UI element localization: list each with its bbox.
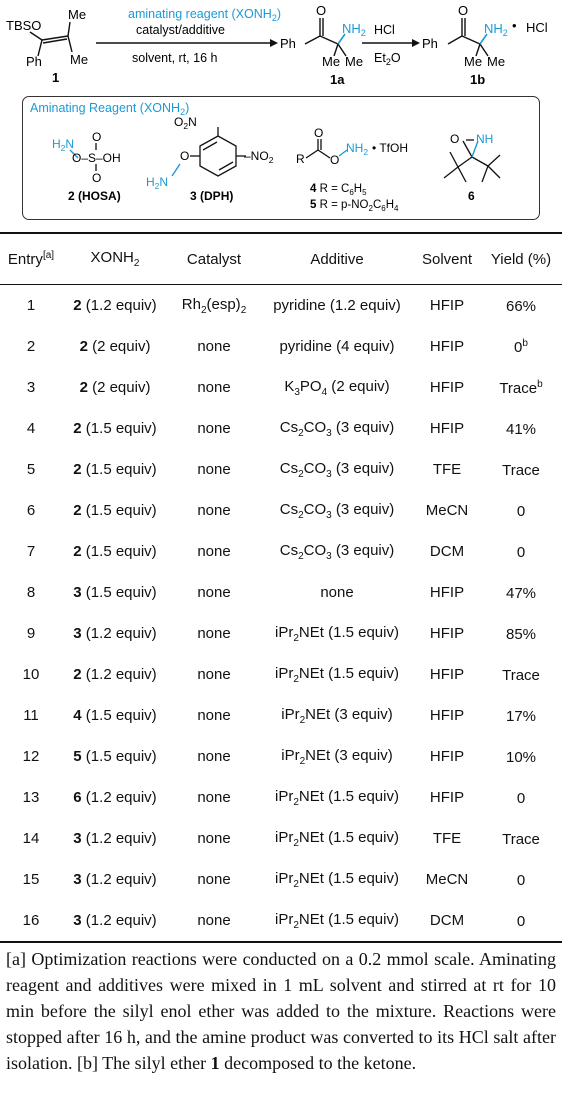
- yield-value: 0: [514, 338, 523, 356]
- reagent-number: 2: [73, 502, 82, 519]
- yield-value: 0: [516, 912, 526, 930]
- cell-additive: iPr$_2$NEt (1.5 equiv): [275, 828, 399, 849]
- cell-solvent: DCM: [429, 543, 465, 560]
- cell-xonh2: [62, 449, 168, 490]
- header-xonh2: $XONH_2$: [62, 233, 168, 285]
- table-row: [0, 736, 562, 777]
- cell-xonh2: [62, 613, 168, 654]
- reactant-number: 1: [52, 70, 60, 85]
- cell-additive: $Cs_2CO_3$ (3 equiv): [279, 541, 395, 562]
- cell-yield: [480, 449, 562, 490]
- dph-label: 3 (DPH): [190, 189, 234, 203]
- reagent-number: 6: [73, 789, 82, 806]
- yield-value: 0: [516, 543, 526, 561]
- cell-solvent: MeCN: [425, 871, 469, 888]
- step1-reagent-label: aminating reagent $(XONH_2)$: [128, 7, 282, 23]
- product-1a-nh2: $NH_2$: [342, 21, 366, 38]
- yield-value: Trace: [502, 461, 540, 479]
- reagent-amount: (2 equiv): [87, 379, 151, 396]
- table-row: [0, 490, 562, 531]
- cell-entry: 5: [26, 461, 36, 478]
- dph-no2: $-NO_2$: [244, 149, 274, 165]
- cell-xonh2: [62, 818, 168, 859]
- hosa-h2n: $H_2N$: [52, 137, 75, 153]
- cell-additive: pyridine (4 equiv): [279, 338, 395, 355]
- cell-entry: 6: [26, 502, 36, 519]
- cell-additive: iPr$_2$NEt (1.5 equiv): [275, 869, 399, 890]
- yield-value: 85%: [505, 625, 537, 643]
- cell-entry: 15: [22, 871, 40, 888]
- cell-additive: pyridine (1.2 equiv): [273, 297, 401, 314]
- cell-catalyst: none: [197, 666, 231, 683]
- cell-solvent: HFIP: [429, 748, 465, 765]
- yield-footnote-mark: b: [522, 337, 528, 349]
- cell-yield: [480, 900, 562, 942]
- reagent-number: 2: [73, 543, 82, 560]
- product-1a-number: 1a: [330, 72, 345, 87]
- table-header-row: [0, 233, 562, 285]
- cell-yield: [480, 777, 562, 818]
- cell-catalyst: none: [197, 461, 231, 478]
- step1-conditions-label: solvent, rt, 16 h: [132, 51, 218, 65]
- dph-o2n: $O_2N$: [174, 115, 197, 131]
- cell-xonh2: [62, 859, 168, 900]
- cell-catalyst: none: [197, 584, 231, 601]
- cell-yield: [480, 736, 562, 777]
- product-1a-ph: Ph: [280, 36, 296, 51]
- table-row: [0, 285, 562, 327]
- oxaz-o: O: [450, 132, 460, 146]
- hosa-o-top: O: [92, 130, 102, 144]
- cell-additive: iPr$_2$NEt (1.5 equiv): [275, 787, 399, 808]
- reagent-number: 2: [73, 420, 82, 437]
- cell-entry: 12: [22, 748, 40, 765]
- product-1b-o: O: [458, 3, 469, 18]
- header-entry: Entry[a]: [0, 233, 62, 285]
- reagent-amount: (1.2 equiv): [81, 789, 157, 806]
- cell-catalyst: none: [197, 502, 231, 519]
- yield-value: Trace: [499, 379, 538, 397]
- cell-catalyst: none: [197, 748, 231, 765]
- cell-catalyst: $Rh_2(esp)_2$: [181, 295, 247, 316]
- reagent-number: 2: [73, 461, 82, 478]
- cell-additive: $K_3PO_4$ (2 equiv): [284, 377, 390, 398]
- table-row: [0, 859, 562, 900]
- yield-value: 66%: [505, 297, 537, 315]
- cell-xonh2: [62, 490, 168, 531]
- yield-value: 17%: [505, 707, 537, 725]
- table-row: [0, 900, 562, 942]
- table-row: [0, 408, 562, 449]
- yield-value: 47%: [505, 584, 537, 602]
- cell-xonh2: [62, 695, 168, 736]
- aminating-reagent-box: [22, 96, 540, 220]
- reagent-amount: (1.5 equiv): [81, 502, 157, 519]
- yield-value: 10%: [505, 748, 537, 766]
- reactant-me-top: Me: [68, 7, 87, 22]
- cell-additive: $Cs_2CO_3$ (3 equiv): [279, 500, 395, 521]
- table-row: [0, 367, 562, 408]
- cell-additive: iPr$_2$NEt (1.5 equiv): [260, 900, 414, 942]
- yield-value: 0: [516, 502, 526, 520]
- product-1b-me1: Me: [464, 54, 483, 69]
- product-1a-me2: Me: [345, 54, 364, 69]
- cell-xonh2: [62, 654, 168, 695]
- header-yield: Yield (%): [480, 233, 562, 285]
- cell-additive: $Cs_2CO_3$ (3 equiv): [279, 418, 395, 439]
- yield-value: 0: [516, 871, 526, 889]
- cell-entry: 4: [26, 420, 36, 437]
- hosa-core: O–S–OH: [72, 151, 121, 165]
- cell-catalyst: none: [197, 789, 231, 806]
- reagent-amount: (1.2 equiv): [81, 830, 157, 847]
- reagent-amount: (1.2 equiv): [81, 871, 157, 888]
- reagent-number: 3: [73, 625, 82, 642]
- table-row: [0, 613, 562, 654]
- product-1a-o: O: [316, 3, 327, 18]
- product-1b-ph: Ph: [422, 36, 438, 51]
- ester-r: R: [296, 152, 305, 166]
- table-row: [0, 818, 562, 859]
- cell-yield: [480, 859, 562, 900]
- cell-additive: $Cs_2CO_3$ (3 equiv): [279, 459, 395, 480]
- cell-additive: none: [320, 584, 354, 601]
- cell-catalyst: none: [197, 543, 231, 560]
- cell-xonh2: [62, 572, 168, 613]
- reagent-amount: (1.5 equiv): [81, 543, 157, 560]
- reagent-number: 2: [73, 666, 82, 683]
- reagent-number: 3: [73, 830, 82, 847]
- cell-entry: 10: [22, 666, 40, 683]
- yield-footnote-mark: b: [537, 378, 543, 390]
- table-row: [0, 326, 562, 367]
- table-row: [0, 449, 562, 490]
- reagent-amount: (2 equiv): [87, 338, 151, 355]
- cell-xonh2: [62, 531, 168, 572]
- oxaz-label: 6: [468, 189, 475, 203]
- cell-solvent: MeCN: [425, 502, 469, 519]
- table-row: [0, 777, 562, 818]
- product-1b-me2: Me: [487, 54, 506, 69]
- ester-salt: • TfOH: [372, 141, 408, 155]
- cell-entry: 7: [26, 543, 36, 560]
- reagent-amount: (1.5 equiv): [81, 461, 157, 478]
- hosa-o-bottom: O: [92, 171, 102, 185]
- oxaz-nh: NH: [476, 132, 494, 146]
- cell-entry: 16: [0, 900, 62, 942]
- reactant-ph: Ph: [26, 54, 42, 69]
- product-1b-number: 1b: [470, 72, 486, 87]
- cell-entry: 13: [22, 789, 40, 806]
- reagent-number: 3: [73, 912, 82, 929]
- cell-yield: [480, 490, 562, 531]
- cell-solvent: HFIP: [429, 707, 465, 724]
- reagent-amount: (1.5 equiv): [81, 420, 157, 437]
- table-footnote: [a] Optimization reactions were conducted on a 0.2 mmol scale. Aminating reagent and additives were mixed in 1 mL solvent and stirred at rt for 10 min before the silyl enol ether was added to the mixture. Reactions were stopped after 16 h, and the amine product was converted to its HCl salt after isolation. [b] The silyl ether 1 decomposed to the ketone.: [6, 949, 556, 1073]
- cell-xonh2: [62, 408, 168, 449]
- reagent-amount: (1.5 equiv): [81, 707, 157, 724]
- ester-line5: 5 $R = p-NO_2C_6H_4$: [310, 199, 399, 213]
- ester-o2: O: [330, 153, 340, 167]
- reagent-number: 2: [79, 379, 88, 396]
- cell-additive: iPr$_2$NEt (3 equiv): [281, 705, 393, 726]
- product-1b-dot: •: [512, 18, 517, 33]
- product-1b-hcl: HCl: [526, 20, 548, 35]
- yield-value: 0: [516, 789, 526, 807]
- cell-yield: [480, 367, 562, 408]
- table-row: [0, 654, 562, 695]
- cell-entry: 11: [23, 707, 39, 724]
- cell-catalyst: none: [197, 707, 231, 724]
- step2-hcl-label: HCl: [374, 23, 395, 37]
- cell-entry: 9: [26, 625, 36, 642]
- reagent-amount: (1.2 equiv): [81, 625, 157, 642]
- table-row: [0, 572, 562, 613]
- cell-yield: [480, 572, 562, 613]
- cell-entry: 1: [26, 297, 36, 314]
- cell-entry: 8: [26, 584, 36, 601]
- cell-xonh2: [62, 326, 168, 367]
- cell-solvent: HFIP: [429, 666, 465, 683]
- reagent-number: 2: [73, 297, 82, 314]
- reagent-box-title: Aminating Reagent $(XONH_2)$: [30, 101, 190, 117]
- ester-nh2: $NH_2$: [346, 141, 369, 157]
- cell-yield: [480, 654, 562, 695]
- cell-xonh2: [62, 367, 168, 408]
- reagent-amount: (1.2 equiv): [81, 297, 157, 314]
- cell-solvent: HFIP: [429, 625, 465, 642]
- cell-yield: [480, 285, 562, 327]
- reactant-me-bottom: Me: [70, 52, 89, 67]
- cell-yield: [480, 613, 562, 654]
- cell-xonh2: [62, 285, 168, 327]
- header-catalyst: Catalyst: [168, 233, 260, 285]
- ester-o: O: [314, 126, 324, 140]
- cell-xonh2: [62, 777, 168, 818]
- reagent-number: 3: [73, 871, 82, 888]
- step2-solvent-label: $Et_2O$: [374, 51, 401, 67]
- reagent-number: 3: [73, 584, 82, 601]
- cell-yield: [480, 818, 562, 859]
- reagent-number: 5: [73, 748, 82, 765]
- optimization-table: [0, 232, 562, 943]
- product-1a-me1: Me: [322, 54, 341, 69]
- cell-yield: [480, 326, 562, 367]
- hosa-label: 2 (HOSA): [68, 189, 121, 203]
- dph-o: O: [180, 149, 190, 163]
- cell-catalyst: none: [197, 379, 231, 396]
- reagent-number: 2: [79, 338, 88, 355]
- reagent-amount: (1.5 equiv): [81, 748, 157, 765]
- cell-entry: 14: [22, 830, 40, 847]
- cell-catalyst: none: [197, 871, 231, 888]
- cell-solvent: TFE: [432, 830, 462, 847]
- cell-catalyst: none: [168, 900, 260, 942]
- cell-entry: 3: [26, 379, 36, 396]
- cell-solvent: HFIP: [429, 379, 465, 396]
- cell-yield: [480, 695, 562, 736]
- yield-value: Trace: [502, 666, 540, 684]
- step1-catalyst-label: catalyst/additive: [136, 23, 225, 37]
- cell-additive: iPr$_2$NEt (3 equiv): [281, 746, 393, 767]
- product-1b-nh2: $NH_2$: [484, 21, 508, 38]
- header-additive: Additive: [260, 233, 414, 285]
- cell-solvent: HFIP: [429, 297, 465, 314]
- cell-xonh2: [62, 736, 168, 777]
- cell-yield: [480, 408, 562, 449]
- table-row: [0, 695, 562, 736]
- cell-solvent: DCM: [414, 900, 480, 942]
- cell-solvent: HFIP: [429, 584, 465, 601]
- cell-entry: 2: [26, 338, 36, 355]
- cell-catalyst: none: [197, 338, 231, 355]
- cell-xonh2: [62, 900, 168, 942]
- reagent-number: 4: [73, 707, 82, 724]
- reagent-amount: (1.2 equiv): [81, 666, 157, 683]
- reagent-amount: (1.5 equiv): [81, 584, 157, 601]
- reagent-amount: (1.2 equiv): [81, 912, 157, 929]
- cell-solvent: HFIP: [429, 789, 465, 806]
- cell-solvent: TFE: [432, 461, 462, 478]
- cell-additive: iPr$_2$NEt (1.5 equiv): [275, 623, 399, 644]
- header-solvent: Solvent: [414, 233, 480, 285]
- table-row: [0, 531, 562, 572]
- cell-catalyst: none: [197, 420, 231, 437]
- cell-yield: [480, 531, 562, 572]
- cell-solvent: HFIP: [429, 420, 465, 437]
- ester-line4: 4 $R = C_6H_5$: [310, 183, 367, 197]
- cell-catalyst: none: [197, 830, 231, 847]
- yield-value: Trace: [502, 830, 540, 848]
- dph-h2n: $H_2N$: [146, 175, 169, 191]
- cell-solvent: HFIP: [429, 338, 465, 355]
- cell-catalyst: none: [197, 625, 231, 642]
- tbso-label: TBSO: [6, 18, 42, 33]
- cell-additive: iPr$_2$NEt (1.5 equiv): [275, 664, 399, 685]
- table-body: [0, 285, 562, 943]
- yield-value: 41%: [505, 420, 537, 438]
